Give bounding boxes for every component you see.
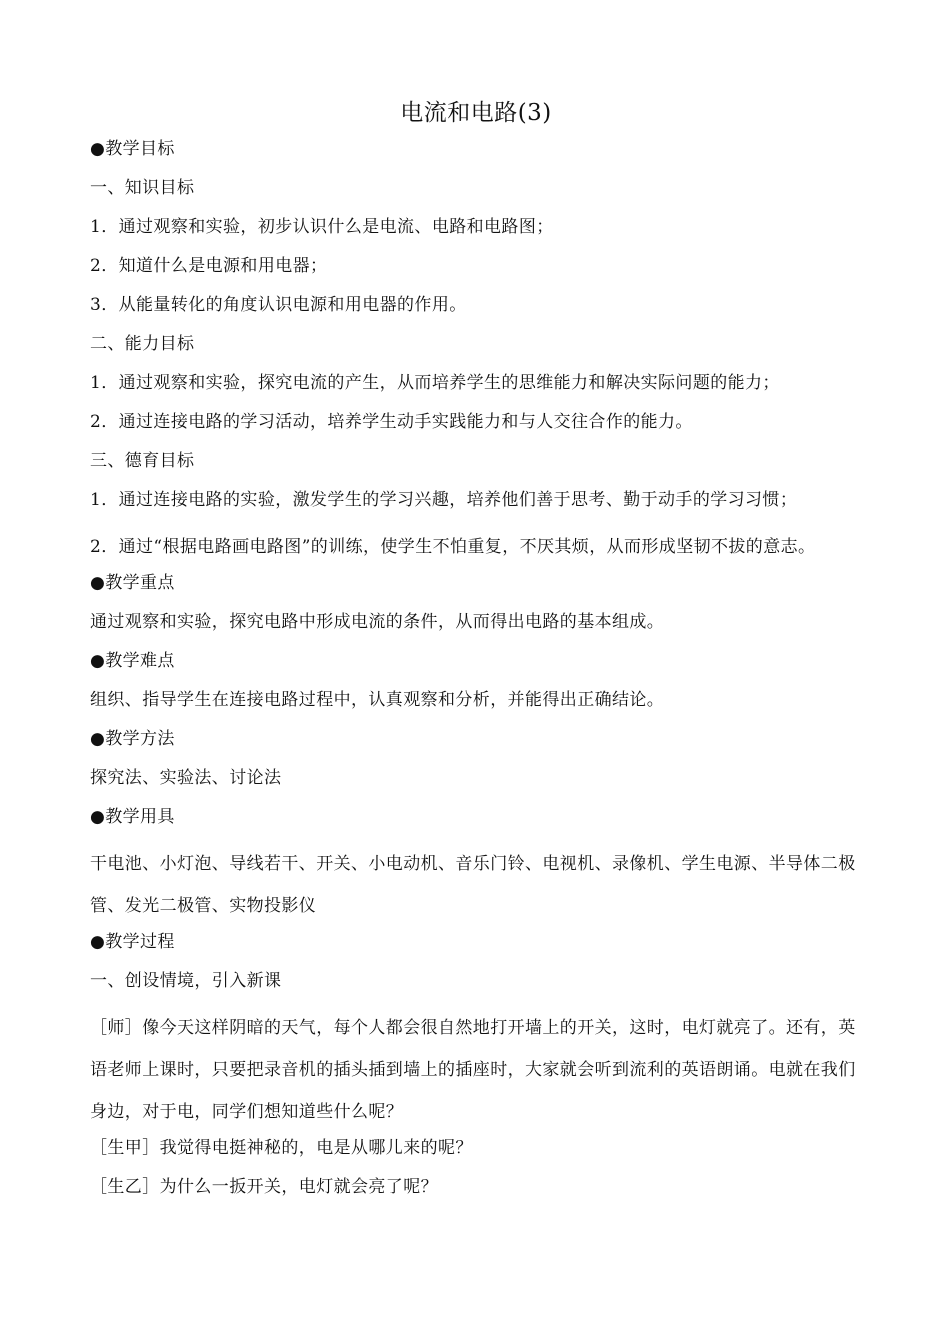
heading-difficulties: ●教学难点 — [90, 651, 175, 671]
heading-teaching-goals: ●教学目标 — [90, 139, 175, 159]
document-page — [90, 96, 862, 1213]
tools-text: 干电池、小灯泡、导线若干、开关、小电动机、音乐门铃、电视机、录像机、学生电源、半导体二极管、发光二极管、实物投影仪 — [90, 854, 856, 916]
subheading-ability-goals: 二、能力目标 — [90, 334, 195, 354]
methods-text: 探究法、实验法、讨论法 — [90, 768, 282, 788]
knowledge-goal-1: 1．通过观察和实验，初步认识什么是电流、电路和电路图； — [90, 217, 554, 237]
student-a-dialogue: ［生甲］我觉得电挺神秘的，电是从哪儿来的呢？ — [90, 1138, 473, 1158]
subheading-moral-goals: 三、德育目标 — [90, 451, 195, 471]
moral-goal-1: 1．通过连接电路的实验，激发学生的学习兴趣，培养他们善于思考、勤于动手的学习习惯； — [90, 490, 798, 510]
key-points-text: 通过观察和实验，探究电路中形成电流的条件，从而得出电路的基本组成。 — [90, 612, 665, 632]
teacher-dialogue: ［师］像今天这样阴暗的天气，每个人都会很自然地打开墙上的开关，这时，电灯就亮了。还有，英语老师上课时，只要把录音机的插头插到墙上的插座时，大家就会听到流利的英语朗诵。电就在我们身边，对于电，同学们想知道些什么呢？ — [90, 1018, 856, 1122]
subheading-knowledge-goals: 一、知识目标 — [90, 178, 195, 198]
process-step-1: 一、创设情境，引入新课 — [90, 971, 282, 991]
heading-process: ●教学过程 — [90, 932, 175, 952]
difficulties-text: 组织、指导学生在连接电路过程中，认真观察和分析，并能得出正确结论。 — [90, 690, 665, 710]
ability-goal-2: 2．通过连接电路的学习活动，培养学生动手实践能力和与人交往合作的能力。 — [90, 412, 693, 432]
heading-tools: ●教学用具 — [90, 807, 175, 827]
document-title: 电流和电路(3) — [400, 100, 552, 126]
knowledge-goal-3: 3．从能量转化的角度认识电源和用电器的作用。 — [90, 295, 467, 315]
heading-key-points: ●教学重点 — [90, 573, 175, 593]
moral-goal-2: 2．通过“根据电路画电路图”的训练，使学生不怕重复，不厌其烦，从而形成坚韧不拔的意志。 — [90, 537, 816, 557]
ability-goal-1: 1．通过观察和实验，探究电流的产生，从而培养学生的思维能力和解决实际问题的能力； — [90, 373, 780, 393]
knowledge-goal-2: 2．知道什么是电源和用电器； — [90, 256, 328, 276]
heading-methods: ●教学方法 — [90, 729, 175, 749]
student-b-dialogue: ［生乙］为什么一扳开关，电灯就会亮了呢？ — [90, 1177, 438, 1197]
